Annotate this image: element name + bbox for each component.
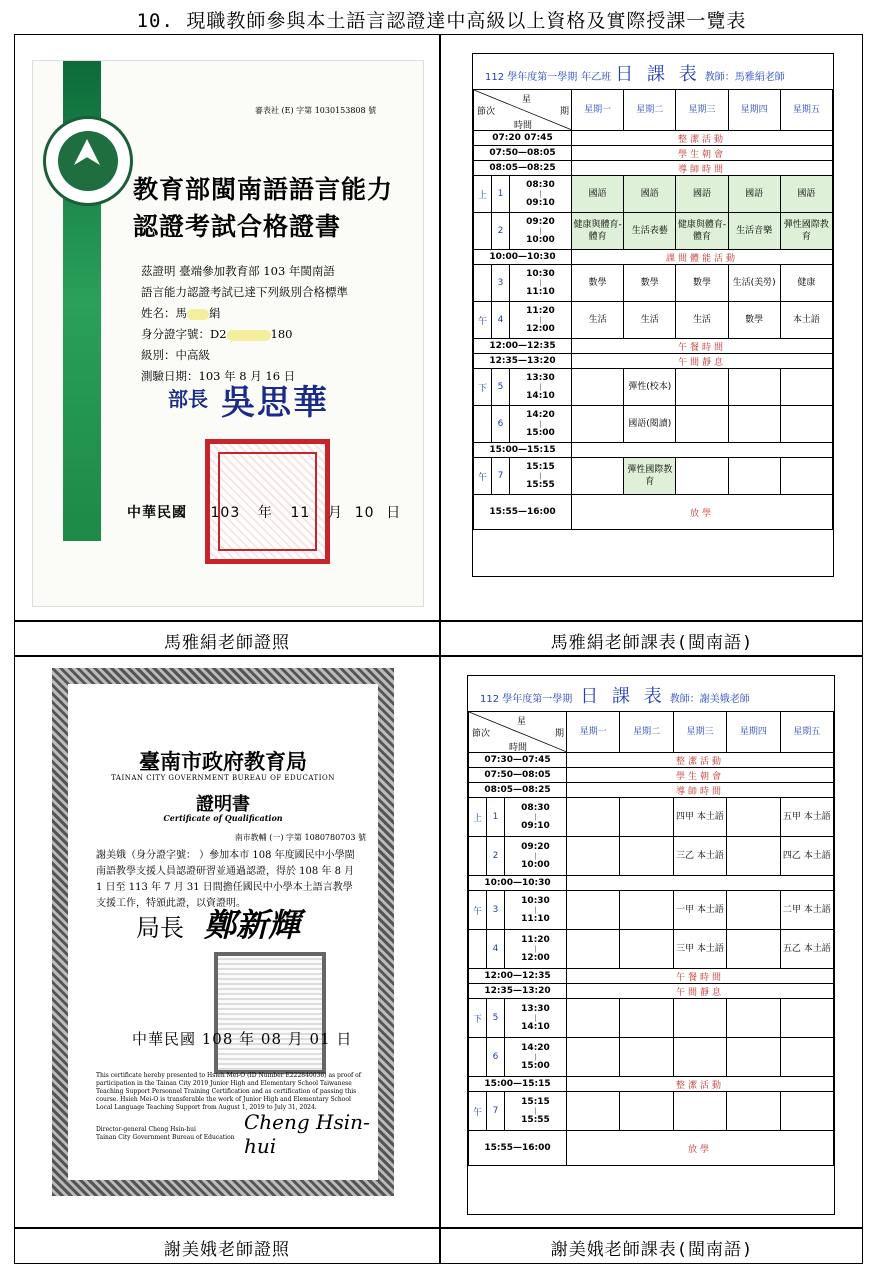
period-number: 1 [492, 176, 510, 213]
class-cell [727, 837, 780, 876]
table-row [469, 984, 834, 999]
timetable-header: 112 學年度第一學期 年乙班 日 課 表 教師：馬雅絹老師 [485, 64, 785, 85]
timetable-ma [472, 53, 834, 577]
half-day-marker: 上 [469, 798, 487, 837]
half-day-marker: 午 [474, 458, 492, 495]
class-cell [676, 406, 728, 443]
period-number: 4 [487, 930, 505, 969]
class-cell: 國語 [572, 176, 624, 213]
activity-cell: 導師時間 [572, 161, 833, 176]
table-row [469, 891, 834, 930]
time-range: 15:55—16:00 [469, 1131, 567, 1166]
activity-cell: 學生朝會 [567, 768, 834, 783]
class-cell [727, 798, 780, 837]
half-day-marker: 下 [474, 369, 492, 406]
class-cell: 生活(美勞) [728, 265, 780, 302]
class-cell [727, 1092, 780, 1131]
class-cell [620, 1092, 673, 1131]
table-row [474, 495, 833, 530]
period-time: 14:20 | 15:00 [510, 406, 572, 443]
day-header: 星期五 [780, 712, 833, 753]
table-row [474, 213, 833, 250]
class-cell [620, 930, 673, 969]
issuer-title-en: TAINAN CITY GOVERNMENT BUREAU OF EDUCATION [111, 774, 335, 782]
activity-cell: 整潔活動 [567, 753, 834, 768]
serial-number: 審表社 (E) 字第 1030153808 號 [255, 106, 377, 115]
class-cell [620, 837, 673, 876]
class-cell [727, 999, 780, 1038]
time-range: 07:50—08:05 [474, 146, 572, 161]
class-cell: 三乙 本土語 [673, 837, 726, 876]
class-cell [567, 1092, 620, 1131]
period-time: 10:30 | 11:10 [510, 265, 572, 302]
period-number: 6 [492, 406, 510, 443]
table-row [474, 161, 833, 176]
issue-date: 中華民國 108 年 08 月 01 日 [132, 1030, 353, 1048]
table-row [469, 876, 834, 891]
reference-number: 南市教輔 (一) 字第 1080780703 號 [234, 833, 366, 842]
activity-cell: 午餐時間 [572, 339, 833, 354]
activity-cell [572, 443, 833, 458]
table-row [469, 1131, 834, 1166]
period-number: 5 [492, 369, 510, 406]
day-header: 星期一 [567, 712, 620, 753]
class-cell: 健康與體育-體育 [572, 213, 624, 250]
issuer-title: 臺南市政府教育局 [139, 749, 307, 774]
class-cell [780, 999, 833, 1038]
table-row [474, 339, 833, 354]
period-number: 3 [492, 265, 510, 302]
time-range: 15:55—16:00 [474, 495, 572, 530]
period-time: 13:30 | 14:10 [510, 369, 572, 406]
class-cell: 四乙 本土語 [780, 837, 833, 876]
english-body: This certificate hereby presented to Hsieh Mei-O (ID Number E222840036) as proof of participation in the Tainan City 2019 Junior High and Elementary School Taiwanese Teaching Support Personnel Training Certification and as certification of passing this course. Hsieh Mei-O is transferable the work of Junior High and Elementary School Local Language Teaching Support from August 1, 2019 to July 31, 2024. [96, 1072, 361, 1111]
table-row [469, 930, 834, 969]
table-row [469, 783, 834, 798]
time-range: 12:00—12:35 [469, 969, 567, 984]
table-row [469, 1077, 834, 1092]
time-range: 07:50—08:05 [469, 768, 567, 783]
class-cell: 生活表藝 [624, 213, 676, 250]
class-cell [780, 458, 832, 495]
class-cell [620, 798, 673, 837]
timetable-grid [473, 89, 833, 530]
class-cell [572, 406, 624, 443]
class-cell [727, 930, 780, 969]
table-row [474, 406, 833, 443]
activity-cell: 學生朝會 [572, 146, 833, 161]
day-header: 星期五 [780, 90, 832, 131]
half-day-marker [469, 1038, 487, 1077]
timetable-grid [468, 711, 834, 1166]
certificate-ma [32, 60, 424, 607]
class-cell: 本土語 [780, 302, 832, 339]
class-cell [673, 999, 726, 1038]
document-title-en: Certificate of Qualification [163, 813, 283, 823]
table-row [469, 999, 834, 1038]
caption-tt1: 馬雅絹老師課表(閩南語) [550, 633, 754, 653]
activity-cell [567, 876, 834, 891]
half-day-marker [474, 265, 492, 302]
time-range: 08:05—08:25 [474, 161, 572, 176]
class-cell: 健康 [780, 265, 832, 302]
period-number: 6 [487, 1038, 505, 1077]
half-day-marker [469, 930, 487, 969]
row-divider [15, 655, 862, 657]
chief-label: 局長 [136, 914, 184, 942]
document-title: 證明書 [196, 794, 250, 815]
activity-cell: 課間體能活動 [572, 250, 833, 265]
table-row [469, 1092, 834, 1131]
class-cell [727, 891, 780, 930]
period-time: 11:20 | 12:00 [505, 930, 567, 969]
class-cell [620, 999, 673, 1038]
class-cell: 五乙 本土語 [780, 930, 833, 969]
half-day-marker [474, 406, 492, 443]
day-header: 星期三 [673, 712, 726, 753]
time-range: 12:00—12:35 [474, 339, 572, 354]
time-range: 07:30—07:45 [469, 753, 567, 768]
time-range: 15:00—15:15 [474, 443, 572, 458]
table-row [469, 768, 834, 783]
corner-cell: 星 節次 期 時間 [469, 712, 567, 753]
activity-cell: 放學 [567, 1131, 834, 1166]
class-cell [572, 369, 624, 406]
period-time: 14:20 | 15:00 [505, 1038, 567, 1077]
page-title: 10. 現職教師參與本土語言認證達中高級以上資格及實際授課一覽表 [136, 10, 747, 32]
class-cell [567, 891, 620, 930]
table-row [474, 302, 833, 339]
period-number: 7 [487, 1092, 505, 1131]
certificate-title: 教育部閩南語語言能力認證考試合格證書 [133, 175, 394, 241]
activity-cell: 整潔活動 [572, 131, 833, 146]
class-cell: 國語 [624, 176, 676, 213]
table-row [474, 176, 833, 213]
class-cell: 國語 [728, 176, 780, 213]
period-time: 13:30 | 14:10 [505, 999, 567, 1038]
period-number: 7 [492, 458, 510, 495]
ministry-seal-logo: 教育部 [43, 116, 133, 206]
period-number: 2 [487, 837, 505, 876]
class-cell [728, 369, 780, 406]
certificate-body: 謝美娥（身分證字號： ）參加本市 108 年度國民中小學閩南語教學支援人員認證研習並通過認證，得於 108 年 8 月 1 日至 113 年 7 月 31 日間擔任國民中小學本土語言教學支援工作，特頒此證，以資證明。 [96, 850, 355, 909]
period-number: 2 [492, 213, 510, 250]
activity-cell: 整潔活動 [567, 1077, 834, 1092]
period-time: 15:15 | 15:55 [505, 1092, 567, 1131]
time-range: 08:05—08:25 [469, 783, 567, 798]
caption-cert1: 馬雅絹老師證照 [164, 633, 290, 653]
table-row [469, 837, 834, 876]
class-cell [728, 406, 780, 443]
day-header: 星期一 [572, 90, 624, 131]
table-row [474, 265, 833, 302]
period-time: 11:20 | 12:00 [510, 302, 572, 339]
director-line: Director-general Cheng Hsin-hui Tainan City Government Bureau of Education [96, 1126, 235, 1141]
half-day-marker: 下 [469, 999, 487, 1038]
class-cell [780, 406, 832, 443]
activity-cell: 午間靜息 [567, 984, 834, 999]
class-cell: 生活音樂 [728, 213, 780, 250]
class-cell [780, 1038, 833, 1077]
class-cell [780, 1092, 833, 1131]
activity-cell: 午間靜息 [572, 354, 833, 369]
period-number: 1 [487, 798, 505, 837]
class-cell: 國語 [780, 176, 832, 213]
table-row [474, 131, 833, 146]
time-range: 10:00—10:30 [469, 876, 567, 891]
class-cell: 彈性國際教育 [780, 213, 832, 250]
day-header: 星期二 [624, 90, 676, 131]
english-signature: Cheng Hsin-hui [244, 1110, 370, 1158]
class-cell: 五甲 本土語 [780, 798, 833, 837]
class-cell [567, 930, 620, 969]
period-number: 5 [487, 999, 505, 1038]
class-cell [567, 999, 620, 1038]
class-cell: 數學 [572, 265, 624, 302]
table-row [469, 798, 834, 837]
class-cell: 數學 [728, 302, 780, 339]
table-row [474, 146, 833, 161]
class-cell: 數學 [624, 265, 676, 302]
class-cell [567, 837, 620, 876]
official-stamp [214, 952, 326, 1074]
period-time: 08:30 | 09:10 [505, 798, 567, 837]
timetable-hsieh [467, 675, 835, 1215]
half-day-marker: 午 [469, 1092, 487, 1131]
class-cell: 國語 [676, 176, 728, 213]
table-row [469, 753, 834, 768]
row-divider [15, 1227, 862, 1229]
class-cell: 三甲 本土語 [673, 930, 726, 969]
class-cell [620, 1038, 673, 1077]
chief-signature: 鄭新輝 [204, 906, 301, 944]
class-cell: 生活 [572, 302, 624, 339]
table-row [474, 250, 833, 265]
period-time: 08:30 | 09:10 [510, 176, 572, 213]
class-cell [572, 458, 624, 495]
time-range: 07:20 07:45 [474, 131, 572, 146]
period-time: 09:20 | 10:00 [510, 213, 572, 250]
class-cell: 數學 [676, 265, 728, 302]
table-row [469, 1038, 834, 1077]
class-cell: 彈性國際教育 [624, 458, 676, 495]
half-day-marker [474, 213, 492, 250]
certificate-hsieh [52, 668, 394, 1196]
row-divider [15, 620, 862, 622]
class-cell: 四甲 本土語 [673, 798, 726, 837]
time-range: 12:35—13:20 [474, 354, 572, 369]
class-cell [728, 458, 780, 495]
activity-cell: 午餐時間 [567, 969, 834, 984]
activity-cell: 放學 [572, 495, 833, 530]
minister-signature: 吳思華 [221, 383, 329, 423]
period-time: 09:20 | 10:00 [505, 837, 567, 876]
class-cell: 一甲 本土語 [673, 891, 726, 930]
class-cell [780, 369, 832, 406]
time-range: 10:00—10:30 [474, 250, 572, 265]
class-cell [567, 1038, 620, 1077]
class-cell [673, 1038, 726, 1077]
half-day-marker: 午 [469, 891, 487, 930]
table-row [474, 369, 833, 406]
class-cell [727, 1038, 780, 1077]
day-header: 星期四 [727, 712, 780, 753]
period-number: 4 [492, 302, 510, 339]
class-cell: 國語(閱讀) [624, 406, 676, 443]
minister-label: 部長 [168, 387, 208, 411]
issue-date: 中華民國 103 年 11 月 10 日 [127, 505, 402, 521]
certificate-body: 茲證明 臺端參加教育部 103 年閩南語 語言能力認證考試已達下列級別合格標準 姓名：馬 絹 身分證字號：D2 180 級別：中高級 測驗日期：103 年 8 月 16 日 [141, 264, 348, 383]
table-row [474, 458, 833, 495]
class-cell: 生活 [624, 302, 676, 339]
table-row [474, 443, 833, 458]
half-day-marker: 午 [474, 302, 492, 339]
corner-cell: 星 節次 期 時間 [474, 90, 572, 131]
day-header: 星期三 [676, 90, 728, 131]
table-row [474, 354, 833, 369]
period-number: 3 [487, 891, 505, 930]
period-time: 15:15 | 15:55 [510, 458, 572, 495]
class-cell: 健康與體育-體育 [676, 213, 728, 250]
class-cell [567, 798, 620, 837]
table-row [469, 969, 834, 984]
time-range: 15:00—15:15 [469, 1077, 567, 1092]
half-day-marker [469, 837, 487, 876]
class-cell [620, 891, 673, 930]
caption-tt2: 謝美娥老師課表(閩南語) [550, 1240, 754, 1260]
timetable-header: 112 學年度第一學期 日 課 表 教師：謝美娥老師 [480, 686, 750, 707]
class-cell: 二甲 本土語 [780, 891, 833, 930]
half-day-marker: 上 [474, 176, 492, 213]
time-range: 12:35—13:20 [469, 984, 567, 999]
class-cell: 生活 [676, 302, 728, 339]
day-header: 星期二 [620, 712, 673, 753]
activity-cell: 導師時間 [567, 783, 834, 798]
caption-cert2: 謝美娥老師證照 [164, 1240, 290, 1260]
class-cell [673, 1092, 726, 1131]
period-time: 10:30 | 11:10 [505, 891, 567, 930]
class-cell: 彈性(校本) [624, 369, 676, 406]
day-header: 星期四 [728, 90, 780, 131]
class-cell [676, 369, 728, 406]
class-cell [676, 458, 728, 495]
